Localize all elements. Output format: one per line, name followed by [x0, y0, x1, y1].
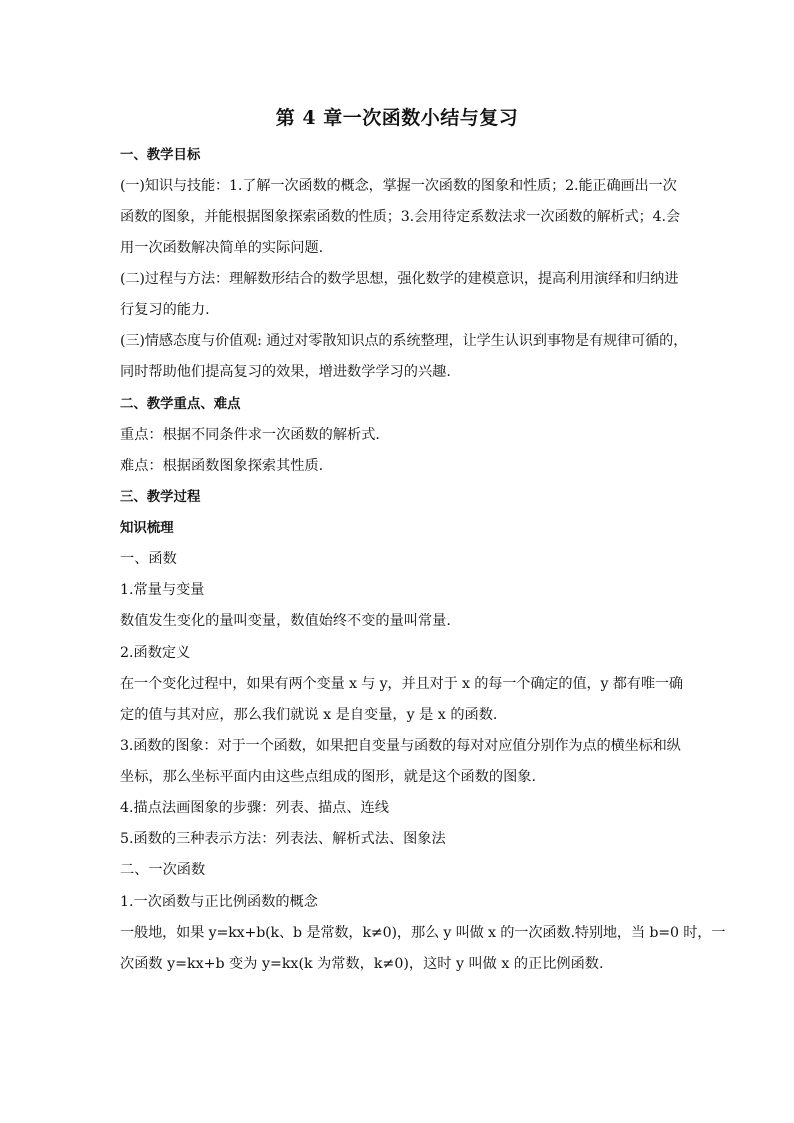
paragraph-line: 同时帮助他们提高复习的效果，增进数学学习的兴趣.	[120, 364, 451, 380]
paragraph-line: 在一个变化过程中，如果有两个变量 x 与 y，并且对于 x 的每一个确定的值，y 都有唯一确	[120, 676, 683, 692]
paragraph-line: 定的值与其对应，那么我们就说 x 是自变量，y 是 x 的函数.	[120, 707, 498, 723]
paragraph-line: 用一次函数解决简单的实际问题.	[120, 240, 324, 256]
paragraph-line: 一般地，如果 y=kx+b(k、b 是常数，k≠0)，那么 y 叫做 x 的一次函数.特别地，当 b=0 时，一	[120, 925, 726, 941]
paragraph-line: 次函数 y=kx+b 变为 y=kx(k 为常数，k≠0)，这时 y 叫做 x 的正比例函数.	[120, 956, 604, 972]
paragraph-line: (二)过程与方法：理解数形结合的数学思想，强化数学的建模意识，提高利用演绎和归纳进	[120, 271, 679, 287]
paragraph-line: 函数的图象，并能根据图象探索函数的性质；3.会用待定系数法求一次函数的解析式；4.会	[120, 209, 680, 225]
page-title: 第 4 章一次函数小结与复习	[275, 107, 519, 129]
paragraph-line: 难点：根据函数图象探索其性质.	[120, 458, 324, 474]
paragraph-line: 数值发生变化的量叫变量，数值始终不变的量叫常量.	[120, 613, 451, 629]
paragraph-line: 1.常量与变量	[120, 582, 205, 598]
paragraph-line: 一、函数	[120, 551, 177, 567]
paragraph-line: 二、一次函数	[120, 862, 206, 878]
paragraph-line: 5.函数的三种表示方法：列表法、解析式法、图象法	[120, 831, 446, 847]
subsection-heading: 知识梳理	[120, 520, 174, 536]
paragraph-line: 重点：根据不同条件求一次函数的解析式.	[120, 427, 380, 443]
paragraph-line: 行复习的能力.	[120, 302, 210, 318]
paragraph-line: 1.一次函数与正比例函数的概念	[120, 894, 318, 910]
paragraph-line: 4.描点法画图象的步骤：列表、描点、连线	[120, 800, 389, 816]
paragraph-line: (三)情感态度与价值观: 通过对零散知识点的系统整理，让学生认识到事物是有规律可循的，	[120, 333, 688, 349]
section-heading: 一、教学目标	[120, 147, 201, 163]
paragraph-line: 2.函数定义	[120, 645, 191, 661]
section-heading: 三、教学过程	[120, 489, 201, 505]
paragraph-line: 3.函数的图象：对于一个函数，如果把自变量与函数的每对对应值分别作为点的横坐标和纵	[120, 738, 681, 754]
paragraph-line: (一)知识与技能：1.了解一次函数的概念，掌握一次函数的图象和性质；2.能正确画出一次	[120, 178, 677, 194]
paragraph-line: 坐标，那么坐标平面内由这些点组成的图形，就是这个函数的图象.	[120, 769, 536, 785]
section-heading: 二、教学重点、难点	[120, 396, 241, 412]
